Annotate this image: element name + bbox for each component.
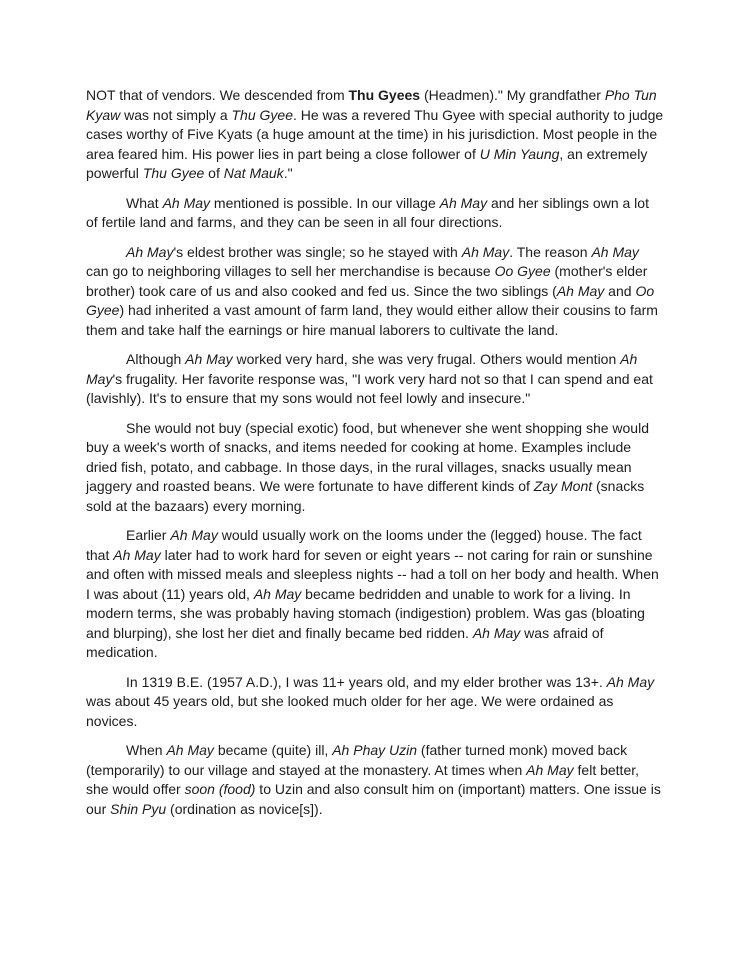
text-run: to Uzin and also consult him on (important) matters. One issue is our [86,781,661,817]
text-run: Ah May [86,351,638,387]
text-run: . He was a revered Thu Gyee with special authority to judge cases worthy of Five Kyats (a huge amount at the time) in his jurisdiction. Most people in the area feared him. His power lies in part being a close follower of [86,106,664,162]
text-run: Nat Mauk [223,165,284,181]
text-run: Ah May [556,282,605,299]
text-run: later had to work hard for seven or eight years -- not caring for rain or sunshine and often with missed meals and sleepless nights -- had a toll on her body and health. When I was about (11) years old, [86,546,659,602]
text-run: Ah May [126,243,174,260]
text-run: Ah May [170,527,218,543]
text-run: and her siblings own a lot of fertile land and farms, and they can be seen in all four directions. [86,194,649,230]
text-run: Ah May [185,351,233,367]
text-run: Ah May [162,194,211,211]
text-run: soon (food) [184,781,256,797]
text-run: . The reason [509,243,592,260]
text-run: Oo Gyee [494,263,551,279]
text-run: In 1319 B.E. (1957 A.D.), I was 11+ years old, and my elder brother was 13+. [126,673,607,690]
text-run: Ah May [526,761,574,778]
text-run: Ah May [461,243,510,260]
text-run: was afraid of medication. [86,624,604,660]
text-run: Ah May [472,624,521,641]
text-run: Zay Mont [533,478,593,494]
text-run: (snacks sold at the bazaars) every morning. [86,478,645,514]
paragraph [86,350,664,409]
text-run: , an extremely powerful [86,145,648,181]
paragraph [86,526,664,663]
paragraph [86,243,664,341]
text-run: ." [283,165,293,181]
text-run: When [126,742,167,758]
text-run: Thu Gyees [348,87,421,103]
text-run: Ah Phay Uzin [332,742,418,758]
text-run: and [604,282,636,299]
paragraph [86,194,664,233]
text-run: Earlier [126,527,171,543]
text-run: was not simply a [120,106,232,123]
text-run: would usually work on the looms under the (legged) house. The fact that [86,527,642,563]
text-run: 's eldest brother was single; so he stayed with [173,243,462,260]
text-run: Ah May [166,742,214,758]
text-run: Ah May [591,243,639,260]
paragraph [86,419,664,517]
text-run: She would not buy (special exotic) food, but whenever she went shopping she would buy a week's worth of snacks, and items needed for cooking at home. Examples include dried fish, potato, and cabbage. In those days, in the rural villages, snacks usually mean jaggery and roasted beans. We were fortunate to have different kinds of [86,419,649,494]
text-run: What [126,194,163,211]
text-run: became (quite) ill, [213,742,333,758]
paragraph [86,673,664,732]
text-run: Although [126,351,186,367]
paragraph [86,741,664,819]
text-run: Shin Pyu [110,800,167,817]
text-run: Oo Gyee [86,282,655,318]
document-body [86,86,664,829]
text-run: ) had inherited a vast amount of farm land, they would either allow their cousins to farm them and take half the earnings or hire manual laborers to cultivate the land. [86,302,658,338]
text-run: Ah May [439,194,488,211]
text-run: (mother's elder brother) took care of us and also cooked and fed us. Since the two siblings ( [86,263,648,299]
text-run: (ordination as novice[s]). [166,800,323,817]
text-run: U Min Yaung [479,145,560,162]
text-run: worked very hard, she was very frugal. Others would mention [232,351,621,367]
text-run: mentioned is possible. In our village [210,194,440,211]
text-run: (father turned monk) moved back (temporarily) to our village and stayed at the monastery. At times when [86,742,628,778]
text-run: can go to neighboring villages to sell her merchandise is because [86,263,495,279]
text-run: Ah May [606,673,655,690]
text-run: Ah May [253,585,302,602]
text-run: Thu Gyee [142,165,205,181]
text-run: (Headmen)." My grandfather [420,87,605,103]
text-run: became bedridden and unable to work for a living. In modern terms, she was probably having stomach (indigestion) problem. Was gas (bloating and blurping), she lost her diet and finally became bed ridden. [86,585,645,641]
text-run: Thu Gyee [231,106,293,123]
text-run: was about 45 years old, but she looked much older for her age. We were ordained as novices. [86,693,614,729]
text-run: felt better, she would offer [86,761,640,797]
text-run: Pho Tun Kyaw [86,87,657,123]
text-run: of [204,165,224,181]
text-run: Ah May [113,546,161,563]
text-run: 's frugality. Her favorite response was, "I work very hard not so that I can spend and eat (lavishly). It's to ensure that my sons would not feel lowly and insecure." [86,370,653,406]
text-run: NOT that of vendors. We descended from [86,87,349,103]
paragraph [86,86,664,184]
